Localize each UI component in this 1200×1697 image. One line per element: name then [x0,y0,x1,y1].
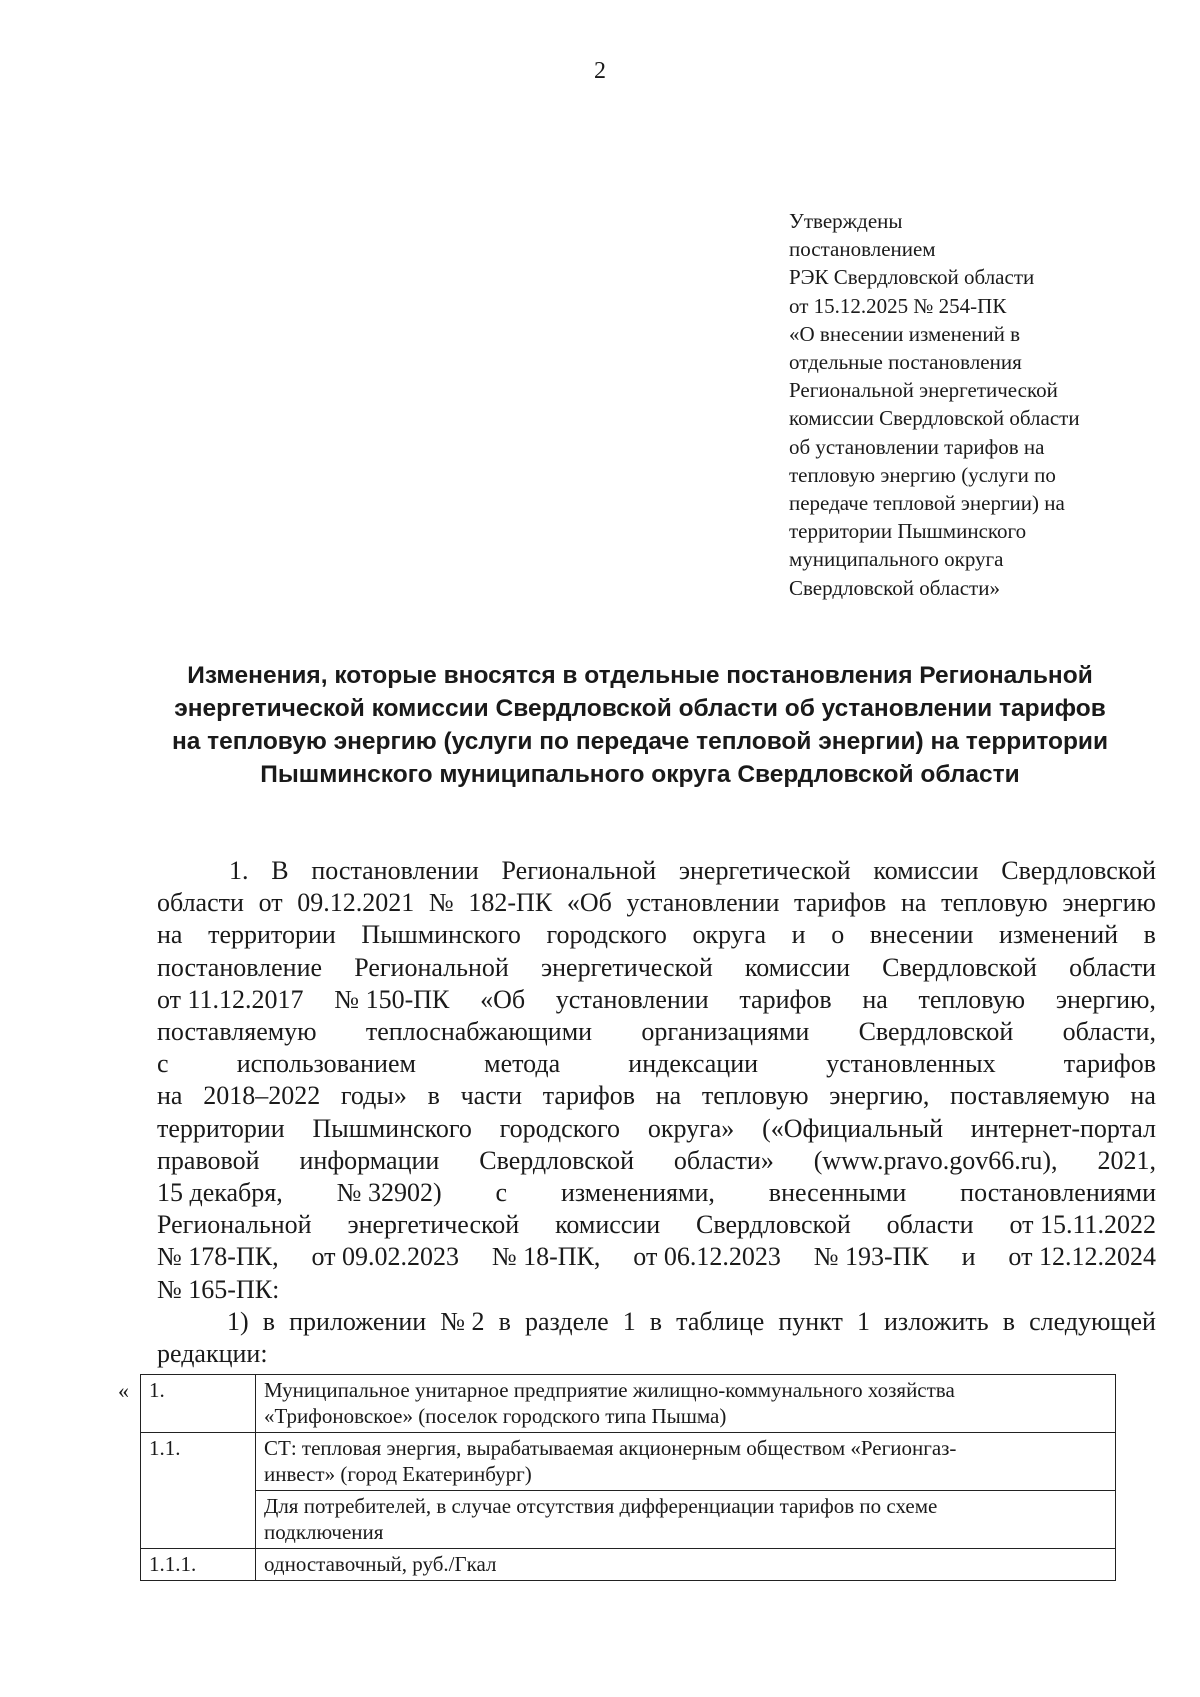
word: от 09.02.2023 [311,1242,459,1272]
word: на [862,984,888,1014]
word: области [157,888,244,918]
document-heading [140,659,1140,791]
word: № 32902) [336,1178,442,1208]
word: городского [499,1113,621,1143]
word: Свердловской [882,952,1037,982]
word: № 18-ПК, [491,1242,601,1272]
word: интернет-портал [970,1113,1156,1143]
word: 15 декабря, [157,1178,283,1208]
cell-line: «Трифоновское» (поселок городского типа Пышма) [264,1404,727,1428]
word: в [427,1081,440,1111]
word: «Об [566,888,612,918]
word: округа [692,920,766,950]
body-text [157,855,1156,1370]
word: постановлении [311,856,479,885]
word: комиссии [555,1210,661,1240]
word: изложить [884,1306,989,1336]
word: и [791,920,806,950]
word: поставляемую [157,1017,317,1047]
body-line [157,1113,1156,1145]
table-row [141,1549,1116,1581]
word: 1 [622,1306,636,1336]
word: энергию, [829,1081,930,1111]
word: внесении [869,920,974,950]
word: области [886,1210,974,1240]
body-line [157,855,1156,887]
approval-line: отдельные постановления [789,350,1022,375]
cell-line: инвест» (город Екатеринбург) [264,1462,532,1486]
approval-line: передаче тепловой энергии) на [789,491,1065,516]
word: о [831,920,845,950]
word: поставляемую [950,1081,1110,1111]
word: и [961,1242,976,1272]
table-cell-description: одноставочный, руб./Гкал [256,1549,1116,1581]
table-row [141,1375,1116,1433]
approval-block [789,207,1189,602]
word: округа» [647,1113,735,1143]
table-cell-description [256,1433,1116,1491]
body-line [157,887,1156,919]
table-cell-description [256,1491,1116,1549]
word: на [1130,1081,1156,1111]
word: разделе [525,1306,609,1336]
word: Свердловской [1001,856,1156,885]
word: Региональной [501,856,657,885]
word: внесенными [768,1178,907,1208]
approval-line: комиссии Свердловской области [789,406,1080,431]
word: постановление [157,952,323,982]
word: с [495,1178,508,1208]
approval-line: об установлении тарифов на [789,434,1045,459]
word: установленных [826,1049,996,1079]
word: энергетической [347,1210,520,1240]
approval-line: Утверждены [789,209,903,233]
word: № 2 [440,1306,485,1336]
approval-line: постановлением [789,237,936,262]
table-cell-number: 1.1.1. [141,1549,256,1581]
word: в [1143,920,1156,950]
word: 1. [229,856,249,885]
word: тарифов [542,1081,636,1111]
word: № 150-ПК [334,984,450,1014]
word: области [1069,952,1156,982]
word: теплоснабжающими [365,1017,593,1047]
word: использованием [236,1049,416,1079]
word: тарифов [1063,1049,1156,1079]
word: в [649,1306,663,1336]
heading-line: Изменения, которые вносятся в отдельные постановления Региональной [187,662,1093,689]
word: комиссии [873,856,979,885]
word: тепловую [701,1081,809,1111]
word: на [157,920,183,950]
body-line [157,984,1156,1016]
heading-line: на тепловую энергию (услуги по передаче тепловой энергии) на территории [171,728,1109,755]
sub-item-line: редакции: [157,1339,268,1369]
approval-line: Свердловской области» [789,575,1000,600]
word: 1) [227,1306,249,1336]
word: с [157,1049,169,1079]
approval-line: Региональной энергетической [789,378,1058,403]
table-cell-number: 1. [141,1375,256,1433]
word: приложении [289,1306,427,1336]
word: тепловую [918,984,1026,1014]
word: тепловую [941,888,1048,918]
word: Свердловской [858,1017,1014,1047]
word: метода [484,1049,561,1079]
word: изменениями, [560,1178,715,1208]
word: «Об [480,984,526,1014]
heading-line: Пышминского муниципального округа Свердловской области [260,761,1020,788]
word: установлении [626,888,780,918]
word: части [460,1081,523,1111]
word: в [1002,1306,1015,1336]
word: энергетической [678,856,851,885]
cell-line: Для потребителей, в случае отсутствия дифференциации тарифов по схеме [264,1494,938,1518]
word: комиссии [744,952,850,982]
word: таблице [676,1306,765,1336]
body-line [157,1145,1156,1177]
word: № 178-ПК, [157,1242,279,1272]
word: организациями [641,1017,810,1047]
word: городского [546,920,667,950]
body-line [157,1080,1156,1112]
word: Региональной [157,1210,312,1240]
body-line [157,1209,1156,1241]
cell-line: подключения [264,1520,384,1544]
word: тарифов [794,888,887,918]
tariff-table [140,1374,1116,1581]
word: на [900,888,927,918]
body-line: № 165-ПК: [157,1274,280,1304]
opening-quote-mark: « [118,1378,129,1403]
approval-line: тепловую энергию (услуги по [789,462,1056,487]
approval-line: от 15.12.2025 № 254-ПК [789,293,1007,318]
body-line [157,1241,1156,1273]
approval-line: муниципального округа [789,547,1004,572]
word: энергию [1062,888,1156,918]
table-row [141,1491,1116,1549]
word: 182-ПК [468,888,553,918]
approval-line: РЭК Свердловской области [789,265,1035,290]
word: правовой [157,1145,260,1175]
body-line [157,1048,1156,1080]
word: области, [1062,1017,1156,1047]
word: 1 [856,1306,870,1336]
word: (www.pravo.gov66.ru), [813,1145,1058,1175]
word: установлении [555,984,709,1014]
word: информации [299,1145,440,1175]
approval-line: «О внесении изменений в [789,321,1021,346]
word: энергию, [1055,984,1156,1014]
word: 2018–2022 [203,1081,321,1111]
word: пункт [778,1306,843,1336]
word: индексации [628,1049,759,1079]
word: от 06.12.2023 [633,1242,781,1272]
sub-item-line [157,1306,1156,1338]
word: от [258,888,283,918]
table-row [141,1433,1116,1491]
word: Свердловской [696,1210,851,1240]
word: территории [208,920,336,950]
word: Свердловской [479,1145,634,1175]
word: № [428,888,454,918]
word: в [262,1306,276,1336]
cell-line: СТ: тепловая энергия, вырабатываемая акционерным обществом «Регионгаз- [264,1436,957,1460]
body-line [157,919,1156,951]
body-line [157,952,1156,984]
word: («Официальный [762,1113,944,1143]
word: на [655,1081,682,1111]
word: Пышминского [361,920,521,950]
heading-line: энергетической комиссии Свердловской области об установлении тарифов [174,695,1106,722]
word: территории [157,1113,285,1143]
word: В [271,856,289,885]
word: Пышминского [312,1113,472,1143]
word: годы» [340,1081,407,1111]
word: изменений [999,920,1119,950]
word: Региональной [354,952,509,982]
word: № 193-ПК [813,1242,929,1272]
word: тарифов [739,984,832,1014]
word: следующей [1029,1306,1156,1336]
word: области» [673,1145,774,1175]
table-cell-description [256,1375,1116,1433]
word: от 12.12.2024 [1008,1242,1156,1272]
body-line [157,1016,1156,1048]
word: энергетической [540,952,713,982]
word: в [498,1306,511,1336]
word: на [157,1081,183,1111]
word: 2021, [1097,1145,1156,1175]
word: от 11.12.2017 [157,984,304,1014]
approval-line: территории Пышминского [789,519,1027,544]
word: постановлениями [960,1178,1156,1208]
cell-line: Муниципальное унитарное предприятие жилищно-коммунального хозяйства [264,1378,955,1402]
table-cell-number: 1.1. [141,1433,256,1549]
page-number: 2 [594,58,606,84]
body-line [157,1177,1156,1209]
word: 09.12.2021 [297,888,415,918]
word: от 15.11.2022 [1009,1210,1156,1240]
